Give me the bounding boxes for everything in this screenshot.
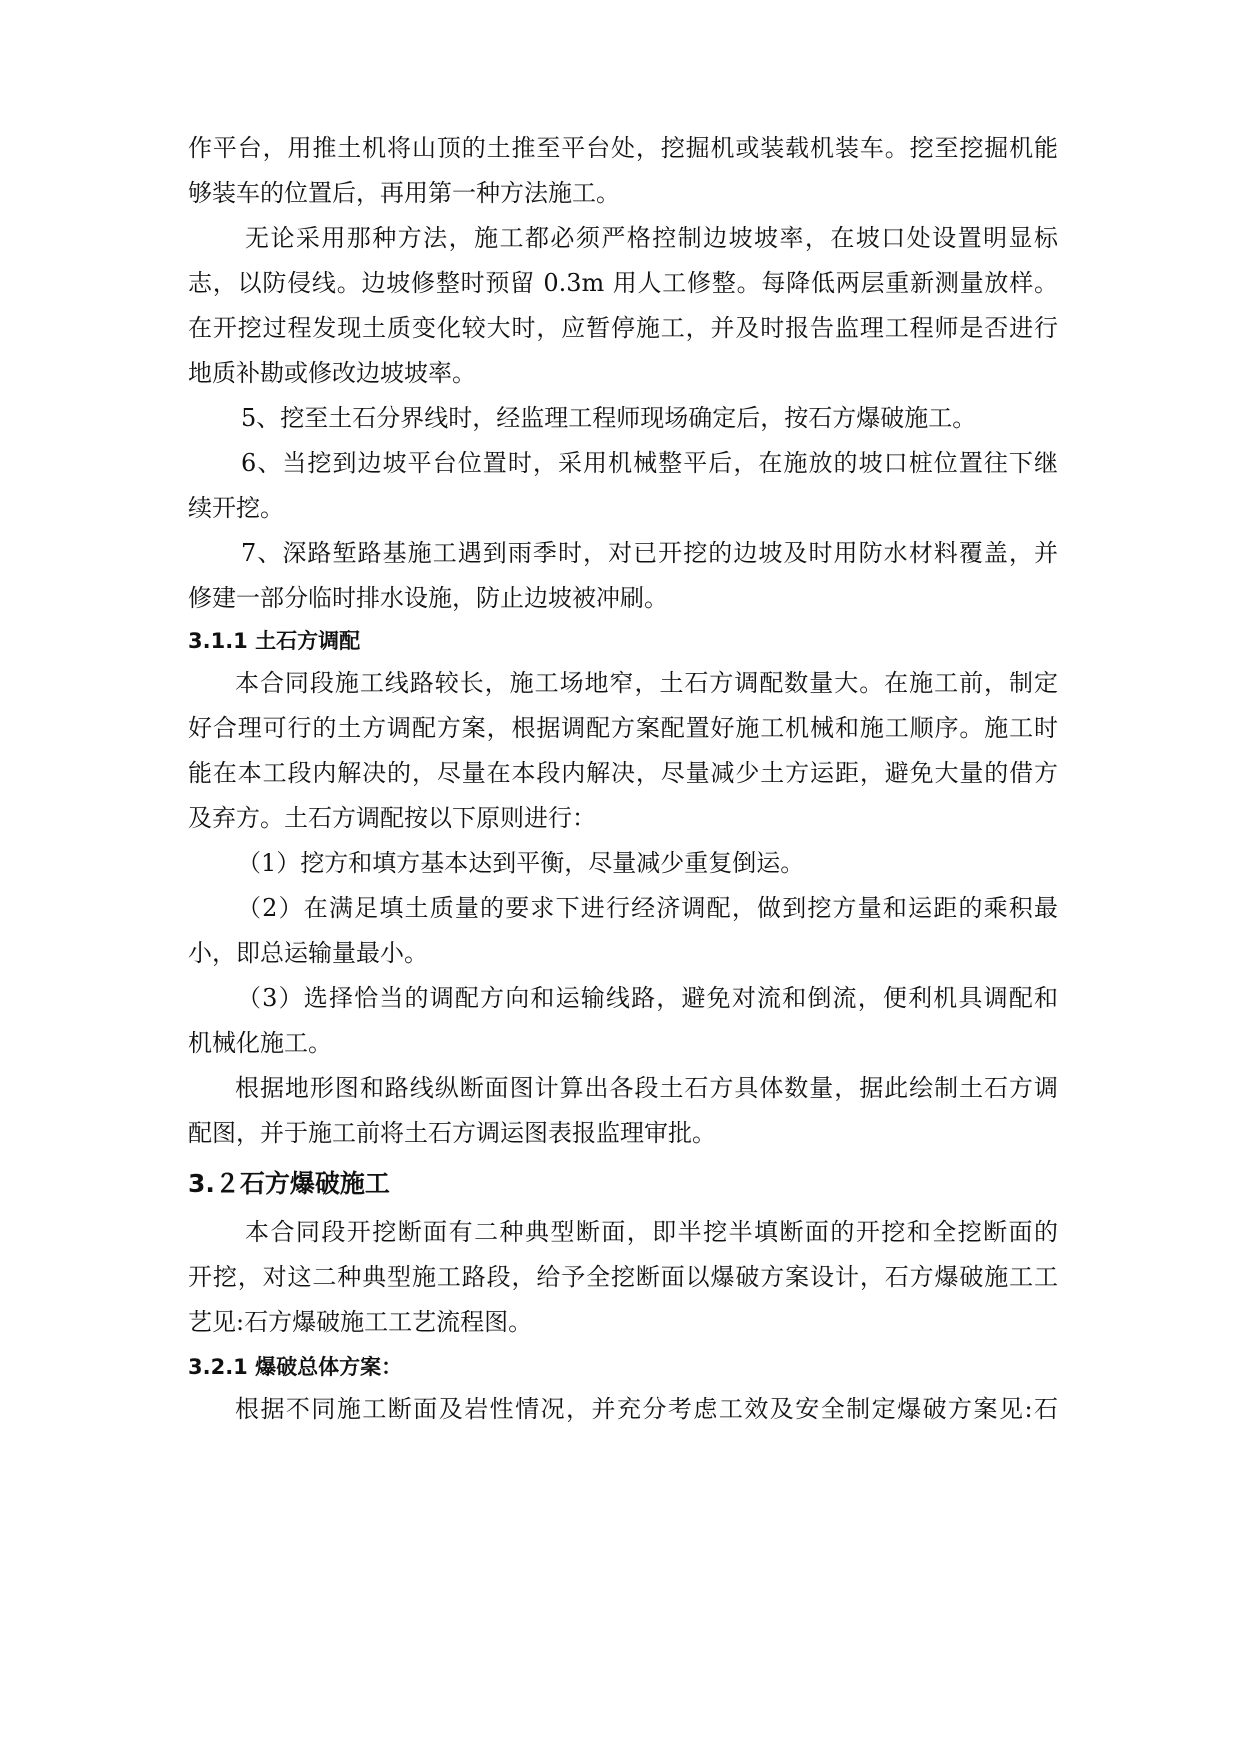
numbered-item-6-cont: 续开挖。 bbox=[188, 494, 284, 522]
principle-item-2-cont: 小，即总运输量最小。 bbox=[188, 939, 428, 967]
paragraph-line: 根据地形图和路线纵断面图计算出各段土石方具体数量，据此绘制土石方调 bbox=[235, 1074, 1058, 1102]
principle-item-3: （3）选择恰当的调配方向和运输线路，避免对流和倒流，便利机具调配和 bbox=[237, 984, 1058, 1012]
paragraph-line: 能在本工段内解决的，尽量在本段内解决，尽量减少土方运距，避免大量的借方 bbox=[188, 759, 1058, 787]
paragraph-line: 根据不同施工断面及岩性情况，并充分考虑工效及安全制定爆破方案见:石 bbox=[235, 1395, 1058, 1423]
intro-line: 作平台，用推土机将山顶的土推至平台处，挖掘机或装载机装车。挖至挖掘机能 bbox=[188, 134, 1058, 162]
paragraph-line: 配图，并于施工前将土石方调运图表报监理审批。 bbox=[188, 1119, 716, 1147]
slope-control-line: 志，以防侵线。边坡修整时预留 0.3m 用人工修整。每降低两层重新测量放样。 bbox=[188, 269, 1058, 297]
paragraph-line: 好合理可行的土方调配方案，根据调配方案配置好施工机械和施工顺序。施工时 bbox=[188, 714, 1058, 742]
numbered-item-5: 5、挖至土石分界线时，经监理工程师现场确定后，按石方爆破施工。 bbox=[241, 404, 977, 432]
slope-control-line: 地质补勘或修改边坡坡率。 bbox=[188, 359, 476, 387]
section-heading-3-1-1: 3.1.1 土石方调配 bbox=[188, 629, 361, 653]
paragraph-line: 本合同段施工线路较长，施工场地窄，土石方调配数量大。在施工前，制定 bbox=[235, 669, 1058, 697]
section-heading-3-2-1: 3.2.1 爆破总体方案： bbox=[188, 1355, 403, 1379]
numbered-item-7-cont: 修建一部分临时排水设施，防止边坡被冲刷。 bbox=[188, 584, 668, 612]
numbered-item-6: 6、当挖到边坡平台位置时，采用机械整平后，在施放的坡口桩位置往下继 bbox=[241, 449, 1058, 477]
principle-item-3-cont: 机械化施工。 bbox=[188, 1029, 332, 1057]
paragraph-line: 艺见:石方爆破施工工艺流程图。 bbox=[188, 1308, 533, 1336]
slope-control-line: 在开挖过程发现土质变化较大时，应暂停施工，并及时报告监理工程师是否进行 bbox=[188, 314, 1058, 342]
principle-item-2: （2）在满足填土质量的要求下进行经济调配，做到挖方量和运距的乘积最 bbox=[237, 894, 1058, 922]
slope-control-line: 无论采用那种方法，施工都必须严格控制边坡坡率，在坡口处设置明显标 bbox=[245, 224, 1058, 252]
principle-item-1: （1）挖方和填方基本达到平衡，尽量减少重复倒运。 bbox=[237, 849, 805, 877]
numbered-item-7: 7、深路堑路基施工遇到雨季时，对已开挖的边坡及时用防水材料覆盖，并 bbox=[241, 539, 1058, 567]
paragraph-line: 开挖，对这二种典型施工路段，给予全挖断面以爆破方案设计，石方爆破施工工 bbox=[188, 1263, 1058, 1291]
paragraph-line: 本合同段开挖断面有二种典型断面，即半挖半填断面的开挖和全挖断面的 bbox=[245, 1218, 1058, 1246]
paragraph-line: 及弃方。土石方调配按以下原则进行： bbox=[188, 804, 596, 832]
section-heading-3-2: 3.２石方爆破施工 bbox=[188, 1169, 390, 1198]
intro-line: 够装车的位置后，再用第一种方法施工。 bbox=[188, 179, 620, 207]
